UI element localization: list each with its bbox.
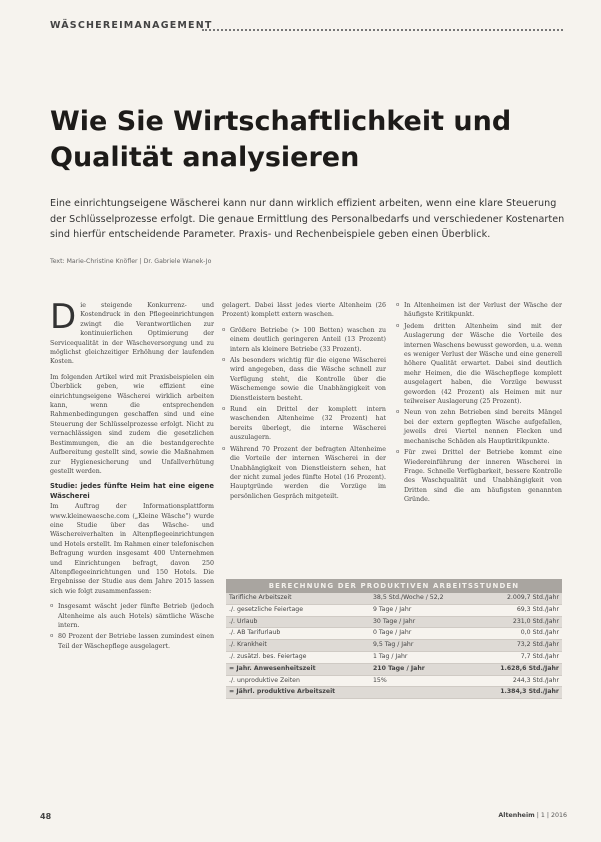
list-item: o Neun von zehn Betrieben sind bereits Mängel bei der extern gepflegten Wäsche aufgefallen, jeweils drei Viertel nennen Flecken und mechanische Schäden als Hauptkritikpunkte. xyxy=(396,408,562,446)
table-row xyxy=(226,652,562,664)
table-cell: 1.628,6 Std./Jahr xyxy=(500,664,559,672)
table-row xyxy=(226,676,562,688)
table-cell: 38,5 Std./Woche / 52,2 xyxy=(373,594,444,601)
list-item: o 80 Prozent der Betriebe lassen zumindest einen Teil der Wäschepflege ausgelagert. xyxy=(50,632,214,651)
table-cell: 1 Tag / Jahr xyxy=(373,652,408,660)
table-cell: ./. unproduktive Zeiten xyxy=(229,676,300,684)
table-cell: 69,3 Std./Jahr xyxy=(516,605,559,613)
working-hours-table xyxy=(226,579,562,699)
table-cell: ./. Krankheit xyxy=(229,641,267,649)
table-row xyxy=(226,593,562,605)
table-cell: ./. gesetzliche Feiertage xyxy=(229,605,304,613)
table-row xyxy=(226,617,562,629)
dropcap: D xyxy=(50,301,77,337)
table-row xyxy=(226,605,562,617)
list-item: o Rund ein Drittel der komplett intern waschenden Altenheime (32 Prozent) hat bereits überlegt, die interne Wäscherei auszulagern. xyxy=(222,405,386,443)
list-item: o Jedem dritten Altenheim sind mit der Auslagerung der Wäsche die Vorteile des internen Waschens bewusst geworden, u.a. wenn es weniger Verlust der Wäsche und eine generell höhere Qualität erwartet. Dabei sind deutlich mehr Heimen, die die Wäschepflege komplett ausgelagert haben, die Vorzüge bewusst geworden (42 Prozent) als Heimen mit nur teilweiser Auslagerung (25 Prozent). xyxy=(396,322,562,407)
table-cell: 231,0 Std./Jahr xyxy=(512,617,559,625)
intro-text: ie steigende Konkurrenz- und Kostendruck in den Pflegeeinrichtungen zwingt die Verantwortlichen zur kontinuierlichen Optimierung der Servicequalität in der Wäscheversorgung und zu möglichst gleichzeitiger Erhöhung der laufenden Kosten. xyxy=(50,302,214,366)
table-row xyxy=(226,640,562,652)
folio-magazine xyxy=(498,812,567,819)
bullet-list xyxy=(222,326,386,501)
list-item: o Größere Betriebe (> 100 Betten) waschen zu einem deutlich geringeren Anteil (13 Prozent) intern als kleinere Betriebe (33 Prozent). xyxy=(222,326,386,354)
body-column-1 xyxy=(50,301,214,821)
folio-separator: | xyxy=(536,812,539,819)
body-column-3 xyxy=(396,301,562,581)
table-row xyxy=(226,628,562,640)
bullet-list xyxy=(396,301,562,505)
table-cell: ./. zusätzl. bes. Feiertage xyxy=(229,652,307,660)
byline: Text: Marie-Christine Knöfler | Dr. Gabriele Wanek-Jo xyxy=(50,258,212,265)
table-cell: 7,7 Std./Jahr xyxy=(520,652,559,660)
body-paragraph: Im folgenden Artikel wird mit Praxisbeispielen ein Überblick geben, wie effizient eine einrichtungseigene Wäscherei wirklich arbeiten kann, wenn die entsprechenden Rahmenbedingungen geschaffen sind und eine Steuerung der Schlüsselprozesse erfolgt. Nicht zu vernachlässigen sind zudem die gesetzlichen Bestimmungen, die an die bestandgerechte Aufbereitung gestellt sind, sowie die Maßnahmen zur Hygienesicherung und Unfallverhütung gestellt werden. xyxy=(50,373,214,475)
table-cell xyxy=(369,687,478,698)
table-row xyxy=(226,664,562,676)
table-body xyxy=(226,593,562,699)
table-cell: 244,3 Std./Jahr xyxy=(512,676,559,684)
table-cell: = Jahr. Anwesenheitszeit xyxy=(229,664,316,672)
table-cell: 2.009,7 Std./Jahr xyxy=(507,594,559,601)
issue-date: 1 | 2016 xyxy=(540,812,567,819)
body-paragraph: Im Auftrag der Informationsplattform www.kleinewaesche.com („Kleine Wäsche") wurde eine Studie über das Wäsche- und Wäschereiverhalten in Altenpflegeeinrichtungen und Hotels erstellt. Im Rahmen einer telefonischen Befragung wurden insgesamt 400 Unternehmen und Einrichtungen befragt, davon 250 Altenpflegeeinrichtungen und 150 Hotels. Die Ergebnisse der Studie aus dem Jahre 2015 lassen sich wie folgt zusammenfassen: xyxy=(50,503,214,595)
table-cell: 30 Tage / Jahr xyxy=(373,617,416,625)
table-cell: 1.384,3 Std./Jahr xyxy=(500,688,559,696)
table-cell: ./. AB Tarifurlaub xyxy=(229,629,281,637)
headline: Wie Sie Wirtschaftlichkeit und Qualität analysieren xyxy=(50,106,512,173)
list-item: o In Altenheimen ist der Verlust der Wäsche der häufigste Kritikpunkt. xyxy=(396,301,562,320)
list-item: o Als besonders wichtig für die eigene Wäscherei wird angegeben, dass die Wäsche schnell zur Verfügung steht, die Kontrolle über die Wäschemenge sowie die Unabhängigkeit von Dienstleistern besteht. xyxy=(222,356,386,403)
section-divider xyxy=(202,29,563,31)
list-item: o Für zwei Drittel der Betriebe kommt eine Wiedereinführung der inneren Wäscherei in Frage. Schnelle Verfügbarkeit, bessere Kontrolle des Waschqualität und Unabhängigkeit von Dritten sind die am häufigsten genannten Gründe. xyxy=(396,448,562,504)
table-cell: 0,0 Std./Jahr xyxy=(520,629,559,637)
table-cell: 15% xyxy=(373,676,387,684)
table-title: BERECHNUNG DER PRODUKTIVEN ARBEITSSTUNDEN xyxy=(226,579,562,593)
table-cell: 9 Tage / Jahr xyxy=(373,605,412,613)
list-item: o Während 70 Prozent der befragten Altenheime die Vorteile der internen Wäscherei in der Unabhängigkeit von Dienstleistern sehen, hat der nicht zumal jedes fünfte Hotel (16 Prozent). Hauptgründe werden die Vorzüge im persönlichen Gespräch mitgeteilt. xyxy=(222,445,386,501)
table-cell: = Jährl. produktive Arbeitszeit xyxy=(229,688,336,696)
subheading: Studie: jedes fünfte Heim hat eine eigene Wäscherei xyxy=(50,482,214,500)
bullet-list xyxy=(50,602,214,651)
section-label: WÄSCHEREIMANAGEMENT xyxy=(50,20,213,31)
body-column-2 xyxy=(222,301,386,581)
list-item: o Insgesamt wäscht jeder fünfte Betrieb (jedoch Altenheime als auch Hotels) sämtliche Wäsche intern. xyxy=(50,602,214,630)
intro-paragraph xyxy=(50,301,214,367)
body-paragraph: gelagert. Dabei lässt jedes vierte Altenheim (26 Prozent) komplett extern waschen. xyxy=(222,302,386,319)
lead-paragraph: Eine einrichtungseigene Wäscherei kann nur dann wirklich effizient arbeiten, wenn eine klare Steuerung der Schlüsselprozesse erfolgt. Die genaue Ermittlung des Personalbedarfs und verschiedener Kostenarten sind hierfür entscheidende Parameter. Praxis- und Rechenbeispiele geben einen Überblick. xyxy=(50,198,565,240)
magazine-name: Altenheim xyxy=(498,812,535,819)
table-cell: 0 Tage / Jahr xyxy=(373,629,412,637)
table-cell: 9,5 Tag / Jahr xyxy=(373,641,414,649)
table-row xyxy=(226,687,562,699)
table-cell: ./. Urlaub xyxy=(229,617,258,625)
table-cell: 73,2 Std./Jahr xyxy=(516,641,559,649)
table-cell: Tarifliche Arbeitszeit xyxy=(229,594,292,601)
table-cell: 210 Tage / Jahr xyxy=(373,664,425,672)
page-number: 48 xyxy=(40,812,52,821)
